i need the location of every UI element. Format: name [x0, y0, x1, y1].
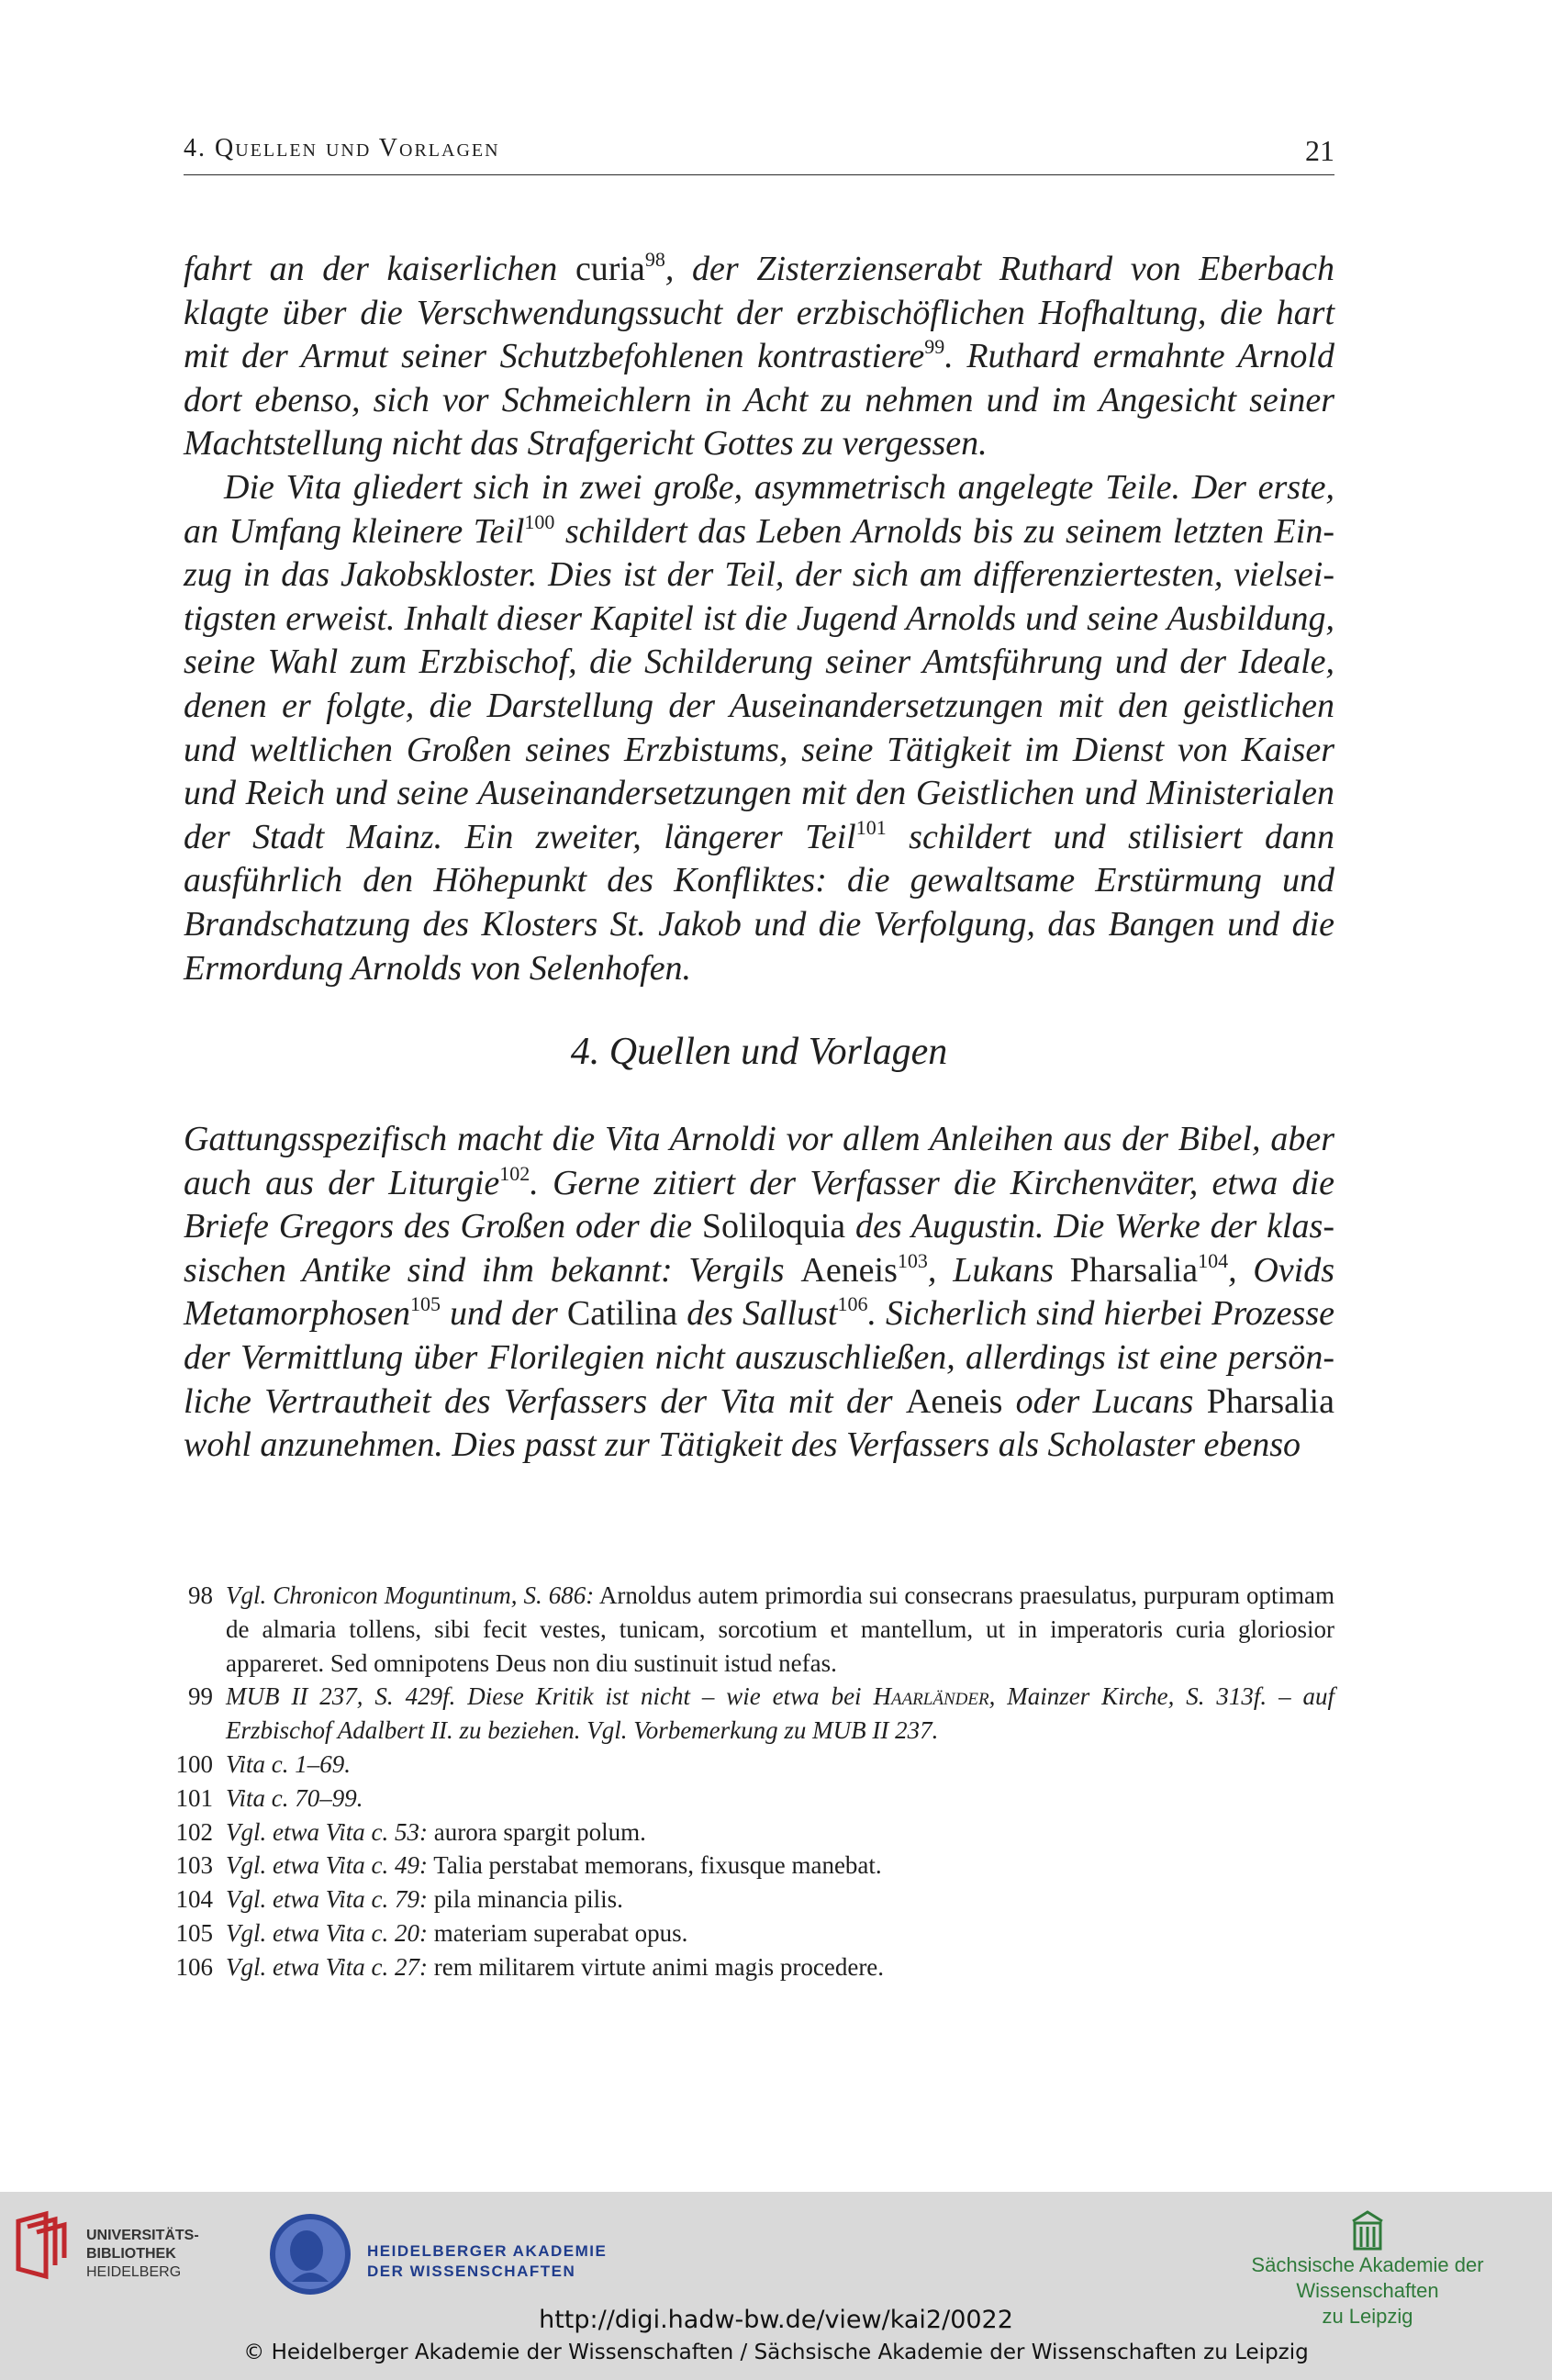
saw-line-1: Sächsische Akademie der Wissenschaften [1251, 2253, 1484, 2302]
paragraph-1 [184, 248, 1334, 466]
footnote-ref-100[interactable]: 100 [524, 509, 555, 533]
text-span: Die Vita gliedert sich in zwei große, asymmetrisch angelegte Teile. Der erste, an Umfang kleinere Teil [184, 467, 1334, 551]
work-title: Soliloquia [701, 1207, 846, 1246]
hadw-logo-text [367, 2241, 607, 2282]
section-text [184, 1118, 1334, 1468]
work-title: Aeneis [800, 1250, 898, 1290]
ub-line-1: UNIVERSITÄTS- [86, 2228, 199, 2243]
author-name: Haarländer [873, 1682, 989, 1711]
work-title: Pharsalia [1069, 1250, 1199, 1290]
ub-line-2: BIBLIOTHEK [86, 2246, 176, 2262]
footnotes [174, 1579, 1334, 1984]
footnote-quote: Arnoldus autem primordia sui consecrans praesulatus, purpuram optimam de almaria tollens, sibi fecit vestes, tunicam, sorcotium et mantellum, ut in imperatoris curia gloriosior appareret. Sed omnipotens Deus non diu sustinuit istud nefas. [226, 1581, 1334, 1677]
page-number: 21 [1305, 134, 1334, 167]
footnote-reference: Vgl. etwa Vita c. 20: [226, 1918, 428, 1947]
footnote-number: 100 [175, 1749, 213, 1778]
page-header [184, 134, 1334, 175]
section-heading: 4. Quellen und Vorlagen [570, 1031, 948, 1073]
footnote-100 [174, 1748, 1334, 1782]
footnote-ref-106[interactable]: 106 [837, 1292, 868, 1316]
copyright-notice: © Heidelberger Akademie der Wissenschaften / Sächsische Akademie der Wissenschaften zu Leipzig [243, 2341, 1309, 2364]
footnote-text [226, 1883, 1334, 1916]
text-span: schildert das Leben Arnolds bis zu seinem letzten Einzug in das Jakobskloster. Dies ist der Teil, der sich am differenziertesten, vielseitigsten erweist. Inhalt dieser Kapitel ist die Jugend Arnolds und seine Ausbildung, seine Wahl zum Erzbischof, die Schilderung seiner Amtsführung und der Ideale, denen er folgte, die Darstellung der Auseinandersetzungen mit den geistlichen und weltlichen Großen seines Erzbistums, seine Tätigkeit im Dienst von Kaiser und Reich und seine Auseinandersetzungen mit den Geistlichen und Ministerialen der Stadt Mainz. Ein zweiter, längerer Teil [184, 511, 1334, 856]
text-span: des Sallust [677, 1294, 838, 1334]
footnote-number: 98 [188, 1581, 213, 1609]
ub-logo-icon [13, 2208, 77, 2282]
text-span: , Lukans [927, 1250, 1070, 1290]
footnote-105 [174, 1916, 1334, 1950]
paragraph-3 [184, 1118, 1334, 1468]
footnote-ref-104[interactable]: 104 [1198, 1248, 1229, 1272]
paragraph-2 [184, 466, 1334, 990]
hadw-line-1: HEIDELBERGER AKADEMIE [367, 2242, 608, 2260]
footnote-text [226, 1816, 1334, 1849]
intro-text [184, 248, 1334, 990]
footnote-106 [174, 1950, 1334, 1984]
footnote-reference: Vgl. etwa Vita c. 53: [226, 1817, 428, 1846]
hadw-logo[interactable] [264, 2208, 631, 2300]
hadw-line-2: DER WISSENSCHAFTEN [367, 2263, 576, 2280]
footnote-ref-98[interactable]: 98 [644, 248, 665, 271]
text-span: Gattungsspezifisch macht die Vita Arnoldi vor allem Anleihen aus der Bibel, aber auch aus der Liturgie [184, 1120, 1334, 1202]
text-span: wohl anzunehmen. Dies passt zur Tätigkeit des Verfassers als Scholaster ebenso [184, 1425, 1301, 1465]
text-span: und der [440, 1294, 567, 1334]
footnote-quote: rem militarem virtute animi magis procedere. [427, 1952, 885, 1981]
footnote-number: 103 [175, 1851, 213, 1880]
footnote-ref-101[interactable]: 101 [855, 815, 887, 839]
work-title: Pharsalia [1206, 1381, 1334, 1421]
footnote-text [226, 1680, 1334, 1748]
text-span: , der Zisterzienserabt Ruthard von Eberbach klagte über die Verschwendungssucht der erzbischöflichen Hofhaltung, die hart mit der Armut seiner Schutzbefohlenen kontrastiere [184, 250, 1335, 376]
saw-building-icon [1349, 2208, 1386, 2254]
text-span: MUB II 237, S. 429f. Diese Kritik ist nicht – wie etwa bei [226, 1682, 874, 1711]
ub-logo-text [86, 2227, 199, 2282]
text-span: . Ruthard ermahnte Arnold dort ebenso, sich vor Schmeichlern in Acht zu nehmen und im Angesicht seiner Machtstellung nicht das Strafgericht Gottes zu vergessen. [184, 337, 1334, 464]
footnote-101 [174, 1782, 1334, 1816]
text-span: oder Lucans [1002, 1381, 1207, 1421]
footnote-text [226, 1849, 1334, 1883]
footnote-text [226, 1579, 1334, 1680]
footnote-text [226, 1950, 1334, 1984]
text-span-roman: curia [575, 250, 645, 288]
work-title: Catilina [566, 1294, 678, 1334]
ub-heidelberg-logo[interactable] [13, 2208, 215, 2291]
footnote-ref-99[interactable]: 99 [924, 335, 945, 359]
footnote-text [226, 1916, 1334, 1950]
footnote-number: 102 [175, 1817, 213, 1846]
source-url-link[interactable]: http://digi.hadw-bw.de/view/kai2/0022 [539, 2306, 1013, 2334]
text-span: . Sicherlich sind hierbei Prozesse der Vermittlung über Florilegien nicht auszuschließen, allerdings ist eine persönliche Vertrautheit des Verfassers der Vita mit der [184, 1294, 1334, 1421]
footnote-quote: Talia perstabat memorans, fixusque manebat. [427, 1851, 882, 1880]
footnote-text: Vita c. 1–69. [226, 1749, 351, 1778]
footnote-reference: Vgl. etwa Vita c. 27: [226, 1952, 428, 1981]
footnote-reference: Vgl. etwa Vita c. 79: [226, 1885, 428, 1914]
footnote-quote: pila minancia pilis. [427, 1885, 623, 1914]
text-span: . Gerne zitiert der Verfasser die Kirchenväter, etwa die Briefe Gregors des Großen oder die [184, 1163, 1335, 1246]
footnote-ref-103[interactable]: 103 [897, 1248, 928, 1272]
footnote-quote: aurora spargit polum. [427, 1817, 646, 1846]
ub-line-3: HEIDELBERG [86, 2264, 182, 2280]
text-span: fahrt an der kaiserlichen [184, 250, 558, 288]
hadw-seal-icon [264, 2208, 356, 2300]
footnote-reference: Vgl. etwa Vita c. 49: [226, 1851, 428, 1880]
work-title: Aeneis [905, 1381, 1003, 1421]
footnote-ref-102[interactable]: 102 [499, 1161, 530, 1185]
footnote-number: 104 [175, 1885, 213, 1914]
saw-line-2: zu Leipzig [1322, 2305, 1413, 2328]
saw-leipzig-logo[interactable] [1193, 2208, 1542, 2328]
text-span: , Ovids Metamorphosen [184, 1250, 1334, 1334]
footnote-text: Vita c. 70–99. [226, 1783, 363, 1812]
text-span: des Augustin. Die Werke der klassischen Antike sind ihm bekannt: Vergils [184, 1207, 1335, 1290]
footnote-102 [174, 1816, 1334, 1849]
footnote-ref-105[interactable]: 105 [409, 1292, 441, 1316]
footnote-quote: materiam superabat opus. [427, 1918, 688, 1947]
running-head: 4. Quellen und Vorlagen [184, 134, 500, 162]
footnote-number: 105 [175, 1918, 213, 1947]
footnote-number: 101 [175, 1783, 213, 1812]
footer-bar [0, 2192, 1552, 2380]
footnote-reference: Vgl. Chronicon Moguntinum, S. 686: [226, 1581, 595, 1609]
text-span: , Mainzer Kirche, S. 313f. – auf Erzbischof Adalbert II. zu beziehen. Vgl. Vorbemerkung zu MUB II 237. [226, 1682, 1334, 1745]
footnote-number: 99 [188, 1682, 213, 1711]
text-span: schildert und stilisiert dann ausführlich den Höhepunkt des Konfliktes: die gewaltsame Erstürmung und Brandschatzung des Klosters St. Jakob und die Verfolgung, das Bangen und die Ermordung Arnolds von Selenhofen. [184, 817, 1334, 988]
footnote-103 [174, 1849, 1334, 1883]
footnote-99 [174, 1680, 1334, 1748]
footnote-98 [174, 1579, 1334, 1680]
footnote-104 [174, 1883, 1334, 1916]
footnote-number: 106 [175, 1952, 213, 1981]
